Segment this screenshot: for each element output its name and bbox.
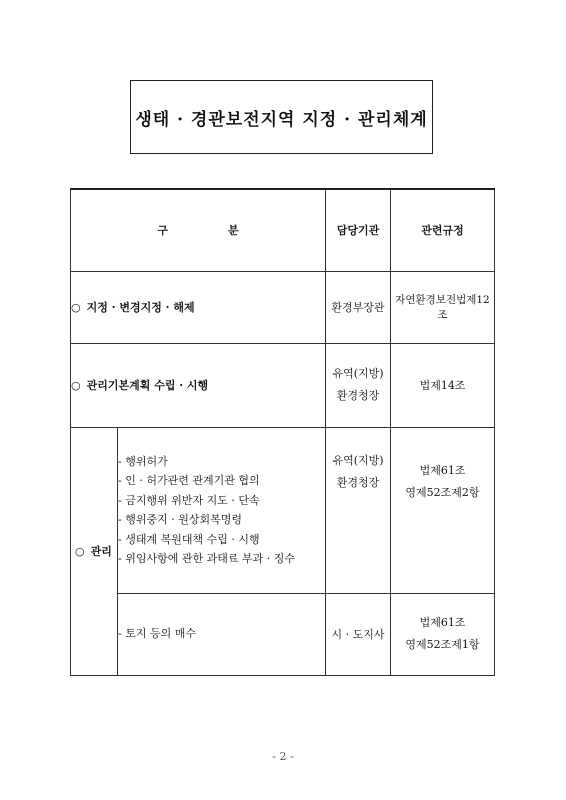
agency-line: 환경청장 [336,389,380,402]
table-row [71,343,495,427]
row-label-management [71,427,118,675]
regulation-line: 법제61조 [419,463,466,477]
table-header-row [71,189,495,271]
row-regulation [391,593,495,675]
title-box [130,80,433,154]
row-label-basic-plan [71,343,326,427]
list-item: - 토지 등의 매수 [118,627,196,641]
row-label-text: 지정 · 변경지정 · 해제 [86,301,195,314]
regulation-line: 영제52조제1항 [405,638,480,651]
table-row [71,271,495,343]
list-item: - 생태계 복원대책 수립 · 시행 [118,532,260,546]
row-label-text: 관리 [90,545,112,558]
row-label-text: 관리기본계획 수립 · 시행 [86,379,209,392]
list-item: - 인 · 허가관련 관계기관 협의 [118,474,260,487]
designation-management-table [70,188,495,676]
row-agency: 환경부장관 [326,271,391,343]
table-row [71,593,495,675]
regulation-line: 법제61조 [419,616,466,629]
regulation-line: 영제52조제2항 [405,485,480,499]
header-gubun [71,189,326,271]
page-number: - 2 - [272,750,294,763]
row-regulation: 법제14조 [391,343,495,427]
list-item: - 위임사항에 관한 과태료 부과 · 징수 [118,552,295,565]
row-label-designation [71,271,326,343]
row-regulation: 자연환경보전법제12조 [391,271,495,343]
bullet-icon: ○ [71,301,81,314]
management-items-list [118,427,326,593]
row-agency: 시 · 도지사 [326,593,391,675]
agency-line: 유역(지방) [332,367,384,380]
agency-line: 환경청장 [336,475,380,489]
row-agency [326,427,391,593]
list-item: - 행위중지 · 원상회복명령 [118,513,242,526]
list-item: - 행위허가 [118,454,168,468]
header-gubun-char-2: 분 [228,224,239,238]
row-regulation [391,427,495,593]
row-agency [326,343,391,427]
header-gubun-char-1: 구 [157,224,168,238]
agency-line: 유역(지방) [332,453,384,467]
document-title: 생태 · 경관보전지역 지정 · 관리체계 [135,109,428,130]
header-agency: 담당기관 [326,189,391,271]
bullet-icon: ○ [75,545,85,558]
table-row [71,427,495,593]
header-regulation: 관련규정 [391,189,495,271]
list-item: - 금지행위 위반자 지도 · 단속 [118,493,260,507]
bullet-icon: ○ [71,379,81,392]
management-items-list [118,593,326,675]
